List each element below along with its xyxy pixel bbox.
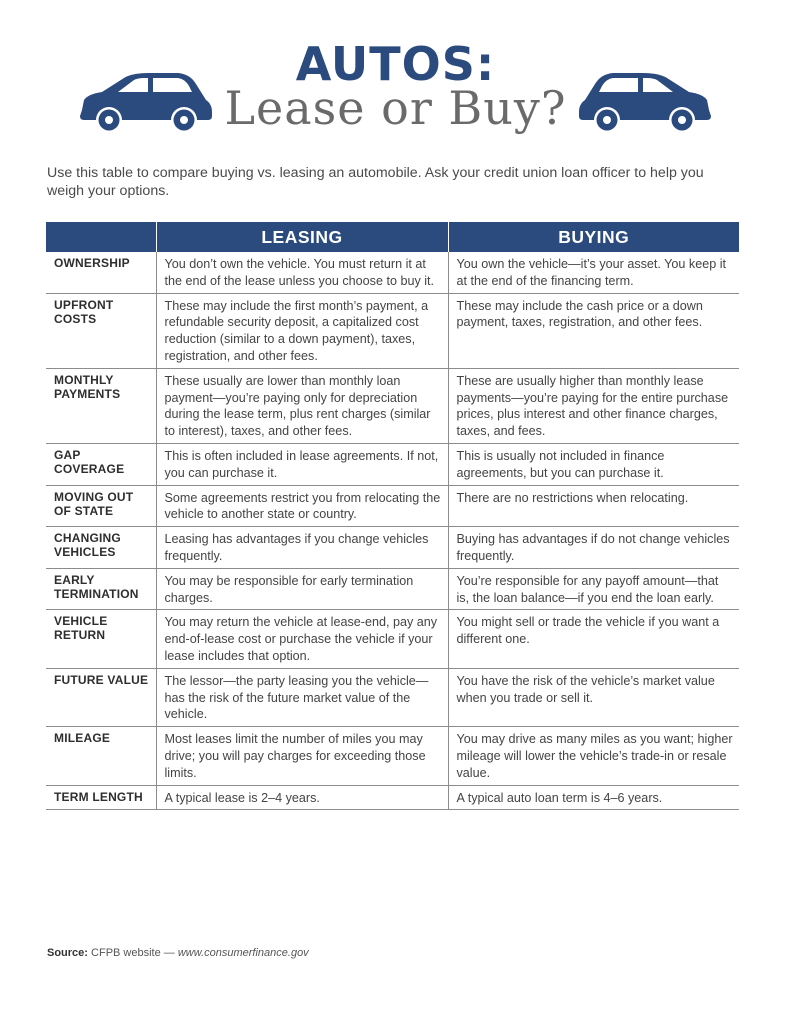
source-text: CFPB website — (91, 947, 178, 959)
row-label: GAP COVERAGE (46, 443, 156, 485)
leasing-cell: These may include the first month’s payment, a refundable security deposit, a capitalized cost reduction (similar to a down payment), taxes, registration, and other fees. (156, 293, 448, 368)
table-row (46, 368, 739, 443)
intro-text: Use this table to compare buying vs. leasing an automobile. Ask your credit union loan officer to help you weigh your options. (47, 165, 704, 199)
row-label: VEHICLE RETURN (46, 610, 156, 668)
table-row (46, 443, 739, 485)
table-row (46, 527, 739, 569)
page-title (200, 37, 591, 135)
car-icon-left (78, 70, 216, 132)
buying-cell: There are no restrictions when relocating. (448, 485, 739, 527)
buying-cell: You may drive as many miles as you want; higher mileage will lower the vehicle’s trade-in or resale value. (448, 727, 739, 785)
buying-cell: You might sell or trade the vehicle if you want a different one. (448, 610, 739, 668)
source-label: Source: (47, 947, 88, 959)
row-label: MONTHLY PAYMENTS (46, 368, 156, 443)
title-line-1: AUTOS: (295, 37, 496, 91)
header (0, 38, 791, 143)
leasing-cell: Most leases limit the number of miles you may drive; you will pay charges for exceeding those limits. (156, 727, 448, 785)
leasing-cell: You may be responsible for early termination charges. (156, 568, 448, 610)
buying-cell: You own the vehicle—it’s your asset. You keep it at the end of the financing term. (448, 252, 739, 293)
buying-cell: A typical auto loan term is 4–6 years. (448, 785, 739, 810)
row-label: MOVING OUT OF STATE (46, 485, 156, 527)
leasing-cell: Leasing has advantages if you change vehicles frequently. (156, 527, 448, 569)
row-label: MILEAGE (46, 727, 156, 785)
car-icon-right (575, 70, 713, 132)
buying-cell: Buying has advantages if do not change vehicles frequently. (448, 527, 739, 569)
table-row (46, 568, 739, 610)
header-buying: BUYING (448, 222, 739, 252)
table-row (46, 785, 739, 810)
table-header-row (46, 222, 739, 252)
row-label: CHANGING VEHICLES (46, 527, 156, 569)
comparison-table (46, 222, 739, 810)
buying-cell: You’re responsible for any payoff amount—that is, the loan balance—if you end the loan early. (448, 568, 739, 610)
leasing-cell: This is often included in lease agreements. If not, you can purchase it. (156, 443, 448, 485)
table-row (46, 668, 739, 726)
title-line-2: Lease or Buy? (224, 81, 567, 135)
leasing-cell: Some agreements restrict you from relocating the vehicle to another state or country. (156, 485, 448, 527)
table-row (46, 727, 739, 785)
row-label: EARLY TERMINATION (46, 568, 156, 610)
table-row (46, 252, 739, 293)
row-label: OWNERSHIP (46, 252, 156, 293)
table-row (46, 293, 739, 368)
buying-cell: These are usually higher than monthly lease payments—you’re paying for the entire purchase prices, plus interest and other finance charges, taxes, and fees. (448, 368, 739, 443)
leasing-cell: You may return the vehicle at lease-end, pay any end-of-lease cost or purchase the vehicle if your lease includes that option. (156, 610, 448, 668)
buying-cell: You have the risk of the vehicle’s market value when you trade or sell it. (448, 668, 739, 726)
header-leasing: LEASING (156, 222, 448, 252)
source-note (47, 947, 309, 959)
leasing-cell: You don’t own the vehicle. You must return it at the end of the lease unless you choose to buy it. (156, 252, 448, 293)
leasing-cell: The lessor—the party leasing you the vehicle—has the risk of the future market value of the vehicle. (156, 668, 448, 726)
leasing-cell: A typical lease is 2–4 years. (156, 785, 448, 810)
buying-cell: This is usually not included in finance agreements, but you can purchase it. (448, 443, 739, 485)
header-blank-cell (46, 222, 156, 252)
row-label: FUTURE VALUE (46, 668, 156, 726)
leasing-cell: These usually are lower than monthly loan payment—you’re paying only for depreciation during the lease term, plus rent charges (similar to interest), taxes, and other fees. (156, 368, 448, 443)
buying-cell: These may include the cash price or a down payment, taxes, registration, and other fees. (448, 293, 739, 368)
row-label: TERM LENGTH (46, 785, 156, 810)
row-label: UPFRONT COSTS (46, 293, 156, 368)
table-row (46, 485, 739, 527)
table-row (46, 610, 739, 668)
source-url[interactable]: www.consumerfinance.gov (177, 947, 309, 959)
